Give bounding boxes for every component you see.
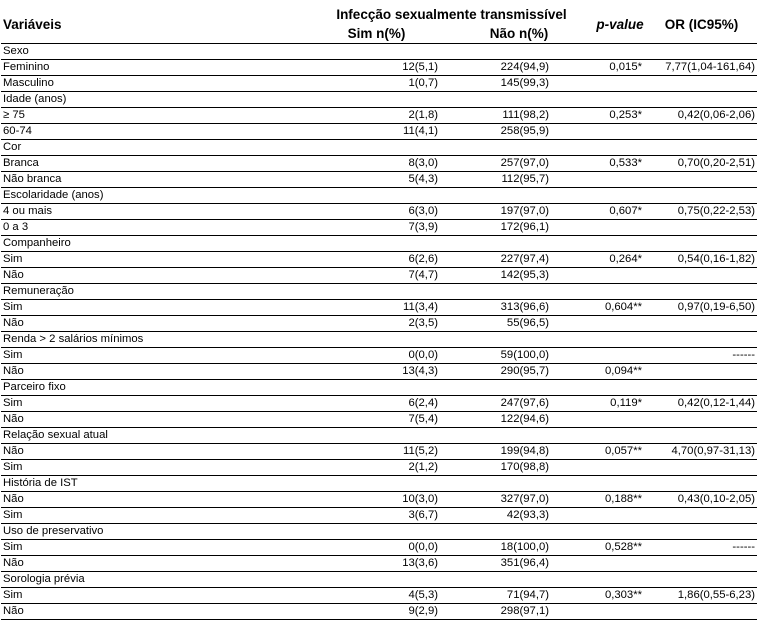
section-title: Sorologia prévia <box>1 572 757 588</box>
header-or: OR (IC95%) <box>646 6 757 44</box>
cell-p-value <box>594 76 646 92</box>
cell-or: 0,75(0,22-2,53) <box>646 204 757 220</box>
row-label: Não <box>1 444 309 460</box>
row-label: 4 ou mais <box>1 204 309 220</box>
cell-p-value: 0,607* <box>594 204 646 220</box>
row-label: Sim <box>1 252 309 268</box>
cell-or: 1,86(0,55-6,23) <box>646 588 757 604</box>
row-label: 0 a 3 <box>1 220 309 236</box>
table-row <box>1 300 757 316</box>
table-row <box>1 108 757 124</box>
table-row <box>1 220 757 236</box>
cell-p-value: 0,015* <box>594 60 646 76</box>
section-row <box>1 236 757 252</box>
cell-or: 0,42(0,06-2,06) <box>646 108 757 124</box>
table-row <box>1 492 757 508</box>
section-row <box>1 44 757 60</box>
section-row <box>1 524 757 540</box>
section-row <box>1 140 757 156</box>
table-row <box>1 556 757 572</box>
cell-sim: 0(0,0) <box>309 540 444 556</box>
cell-sim: 1(0,7) <box>309 76 444 92</box>
cell-nao: 258(95,9) <box>444 124 594 140</box>
cell-or <box>646 220 757 236</box>
row-label: 60-74 <box>1 124 309 140</box>
section-title: Relação sexual atual <box>1 428 757 444</box>
cell-p-value: 0,253* <box>594 108 646 124</box>
cell-or <box>646 460 757 476</box>
cell-or: ------ <box>646 348 757 364</box>
table-row <box>1 540 757 556</box>
table-row <box>1 204 757 220</box>
cell-or: 4,70(0,97-31,13) <box>646 444 757 460</box>
cell-p-value <box>594 172 646 188</box>
row-label: Branca <box>1 156 309 172</box>
cell-sim: 10(3,0) <box>309 492 444 508</box>
cell-nao: 257(97,0) <box>444 156 594 172</box>
row-label: Masculino <box>1 76 309 92</box>
cell-nao: 111(98,2) <box>444 108 594 124</box>
header-p-value: p-value <box>594 6 646 44</box>
cell-nao: 351(96,4) <box>444 556 594 572</box>
row-label: Sim <box>1 588 309 604</box>
cell-p-value <box>594 604 646 620</box>
section-title: Escolaridade (anos) <box>1 188 757 204</box>
cell-p-value: 0,303** <box>594 588 646 604</box>
row-label: Não <box>1 316 309 332</box>
cell-or: ------ <box>646 540 757 556</box>
section-title: Remuneração <box>1 284 757 300</box>
row-label: Não branca <box>1 172 309 188</box>
cell-p-value: 0,188** <box>594 492 646 508</box>
cell-p-value <box>594 316 646 332</box>
cell-p-value: 0,094** <box>594 364 646 380</box>
cell-sim: 9(2,9) <box>309 604 444 620</box>
cell-sim: 11(5,2) <box>309 444 444 460</box>
row-label: Sim <box>1 396 309 412</box>
table-row <box>1 76 757 92</box>
cell-nao: 71(94,7) <box>444 588 594 604</box>
table-row <box>1 60 757 76</box>
section-title: Companheiro <box>1 236 757 252</box>
cell-sim: 11(3,4) <box>309 300 444 316</box>
row-label: Não <box>1 412 309 428</box>
cell-p-value <box>594 220 646 236</box>
table-row <box>1 412 757 428</box>
table-row <box>1 156 757 172</box>
cell-sim: 3(6,7) <box>309 508 444 524</box>
cell-nao: 199(94,8) <box>444 444 594 460</box>
table-row <box>1 348 757 364</box>
table-row <box>1 444 757 460</box>
table-row <box>1 460 757 476</box>
cell-p-value <box>594 556 646 572</box>
cell-or <box>646 76 757 92</box>
table-row <box>1 316 757 332</box>
cell-p-value <box>594 268 646 284</box>
row-label: Não <box>1 556 309 572</box>
cell-sim: 11(4,1) <box>309 124 444 140</box>
section-title: Uso de preservativo <box>1 524 757 540</box>
cell-or <box>646 172 757 188</box>
header-ist-group: Infecção sexualmente transmissível <box>336 7 567 22</box>
cell-sim: 2(1,2) <box>309 460 444 476</box>
table-row <box>1 364 757 380</box>
cell-p-value: 0,264* <box>594 252 646 268</box>
cell-or: 0,97(0,19-6,50) <box>646 300 757 316</box>
table-row <box>1 124 757 140</box>
cell-nao: 18(100,0) <box>444 540 594 556</box>
cell-sim: 13(3,6) <box>309 556 444 572</box>
table-row <box>1 508 757 524</box>
cell-p-value: 0,528** <box>594 540 646 556</box>
section-title: Cor <box>1 140 757 156</box>
section-row <box>1 188 757 204</box>
cell-p-value: 0,604** <box>594 300 646 316</box>
cell-or <box>646 508 757 524</box>
table-row <box>1 604 757 620</box>
row-label: Sim <box>1 348 309 364</box>
cell-nao: 122(94,6) <box>444 412 594 428</box>
cell-nao: 172(96,1) <box>444 220 594 236</box>
cell-nao: 313(96,6) <box>444 300 594 316</box>
section-title: Renda > 2 salários mínimos <box>1 332 757 348</box>
cell-nao: 170(98,8) <box>444 460 594 476</box>
row-label: Não <box>1 492 309 508</box>
table-row <box>1 268 757 284</box>
table-row <box>1 252 757 268</box>
ist-association-table <box>1 6 757 620</box>
row-label: Sim <box>1 508 309 524</box>
row-label: Não <box>1 268 309 284</box>
cell-p-value <box>594 508 646 524</box>
cell-or <box>646 556 757 572</box>
section-row <box>1 284 757 300</box>
section-title: Parceiro fixo <box>1 380 757 396</box>
cell-sim: 0(0,0) <box>309 348 444 364</box>
table-row <box>1 396 757 412</box>
cell-sim: 6(2,6) <box>309 252 444 268</box>
table-row <box>1 588 757 604</box>
row-label: Não <box>1 604 309 620</box>
cell-nao: 290(95,7) <box>444 364 594 380</box>
cell-nao: 197(97,0) <box>444 204 594 220</box>
table-row <box>1 172 757 188</box>
cell-sim: 7(3,9) <box>309 220 444 236</box>
row-label: Sim <box>1 540 309 556</box>
row-label: Não <box>1 364 309 380</box>
cell-or <box>646 268 757 284</box>
section-row <box>1 332 757 348</box>
cell-sim: 6(3,0) <box>309 204 444 220</box>
cell-sim: 12(5,1) <box>309 60 444 76</box>
row-label: Sim <box>1 300 309 316</box>
cell-nao: 142(95,3) <box>444 268 594 284</box>
table-body <box>1 44 757 620</box>
row-label: Sim <box>1 460 309 476</box>
cell-nao: 59(100,0) <box>444 348 594 364</box>
cell-sim: 2(1,8) <box>309 108 444 124</box>
cell-sim: 4(5,3) <box>309 588 444 604</box>
section-row <box>1 572 757 588</box>
cell-p-value <box>594 124 646 140</box>
cell-nao: 145(99,3) <box>444 76 594 92</box>
cell-nao: 42(93,3) <box>444 508 594 524</box>
cell-or <box>646 604 757 620</box>
cell-p-value: 0,533* <box>594 156 646 172</box>
cell-or <box>646 124 757 140</box>
cell-p-value <box>594 412 646 428</box>
cell-nao: 327(97,0) <box>444 492 594 508</box>
section-title: História de IST <box>1 476 757 492</box>
cell-nao: 227(97,4) <box>444 252 594 268</box>
cell-or: 7,77(1,04-161,64) <box>646 60 757 76</box>
cell-sim: 2(3,5) <box>309 316 444 332</box>
section-row <box>1 380 757 396</box>
row-label: Feminino <box>1 60 309 76</box>
cell-or: 0,70(0,20-2,51) <box>646 156 757 172</box>
cell-or <box>646 316 757 332</box>
cell-p-value <box>594 348 646 364</box>
row-label: ≥ 75 <box>1 108 309 124</box>
section-title: Idade (anos) <box>1 92 757 108</box>
cell-sim: 5(4,3) <box>309 172 444 188</box>
cell-or: 0,43(0,10-2,05) <box>646 492 757 508</box>
section-row <box>1 428 757 444</box>
cell-or: 0,54(0,16-1,82) <box>646 252 757 268</box>
header-variaveis: Variáveis <box>1 6 309 44</box>
cell-nao: 55(96,5) <box>444 316 594 332</box>
cell-sim: 7(5,4) <box>309 412 444 428</box>
cell-or <box>646 412 757 428</box>
cell-nao: 224(94,9) <box>444 60 594 76</box>
cell-or: 0,42(0,12-1,44) <box>646 396 757 412</box>
cell-p-value: 0,119* <box>594 396 646 412</box>
cell-nao: 112(95,7) <box>444 172 594 188</box>
header-sim: Sim n(%) <box>309 24 444 44</box>
section-title: Sexo <box>1 44 757 60</box>
cell-sim: 7(4,7) <box>309 268 444 284</box>
cell-nao: 298(97,1) <box>444 604 594 620</box>
table-header <box>1 6 757 44</box>
cell-or <box>646 364 757 380</box>
cell-sim: 13(4,3) <box>309 364 444 380</box>
cell-p-value <box>594 460 646 476</box>
section-row <box>1 92 757 108</box>
header-nao: Não n(%) <box>444 24 594 44</box>
cell-nao: 247(97,6) <box>444 396 594 412</box>
section-row <box>1 476 757 492</box>
cell-sim: 6(2,4) <box>309 396 444 412</box>
cell-p-value: 0,057** <box>594 444 646 460</box>
cell-sim: 8(3,0) <box>309 156 444 172</box>
